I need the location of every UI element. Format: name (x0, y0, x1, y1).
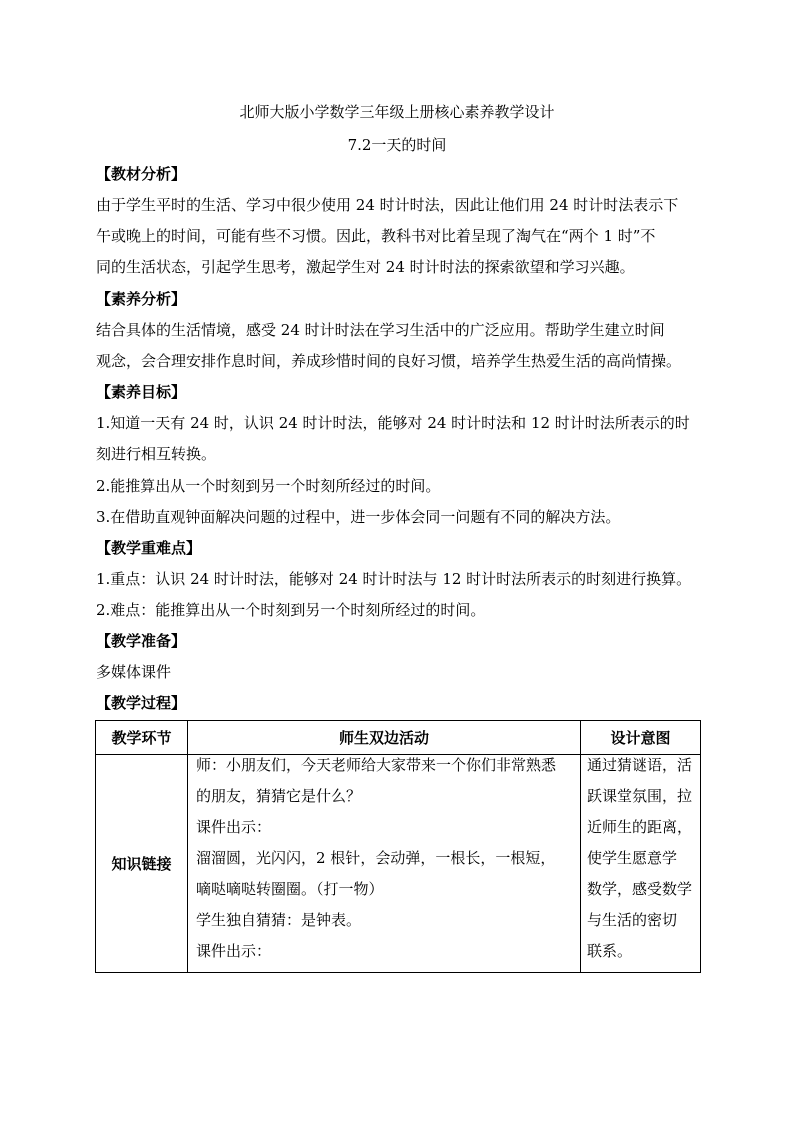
section-heading-textbook-analysis: 【教材分析】 (96, 165, 187, 183)
table-row (96, 755, 701, 973)
intent-line: 与生活的密切 (587, 911, 678, 929)
table-header-row (96, 721, 701, 755)
section-heading-literacy-analysis: 【素养分析】 (96, 290, 187, 308)
stage-cell: 知识链接 (96, 755, 188, 973)
paragraph-line: 由于学生平时的生活、学习中很少使用 24 时计时法，因此让他们用 24 时计时法表示下 (96, 196, 679, 214)
intent-line: 近师生的距离， (587, 818, 693, 836)
paragraph-line: 1.重点：认识 24 时计时法，能够对 24 时计时法与 12 时计时法所表示的时刻进行换算。 (96, 570, 692, 588)
activity-line: 嘀哒嘀哒转圈圈。（打一物） (196, 880, 384, 898)
paragraph-line: 多媒体课件 (96, 663, 172, 681)
intent-line: 使学生愿意学 (587, 849, 678, 867)
header-activity: 师生双边活动 (188, 721, 581, 755)
paragraph-line: 同的生活状态，引起学生思考，激起学生对 24 时计时法的探索欲望和学习兴趣。 (96, 258, 635, 276)
section-heading-key-points: 【教学重难点】 (96, 539, 202, 557)
paragraph-line: 3.在借助直观钟面解决问题的过程中，进一步体会同一问题有不同的解决方法。 (96, 508, 621, 526)
intent-line: 联系。 (587, 942, 633, 960)
intent-cell (581, 755, 701, 973)
section-heading-preparation: 【教学准备】 (96, 632, 187, 650)
activity-line: 课件出示： (196, 818, 272, 836)
activity-line: 的朋友，猜猜它是什么？ (196, 787, 362, 805)
paragraph-line: 观念，会合理安排作息时间，养成珍惜时间的良好习惯，培养学生热爱生活的高尚情操。 (96, 352, 682, 370)
document-title: 北师大版小学数学三年级上册核心素养教学设计 (239, 103, 555, 121)
paragraph-line: 刻进行相互转换。 (96, 445, 217, 463)
document-subtitle: 7.2一天的时间 (347, 136, 447, 154)
activity-line: 学生独自猜猜：是钟表。 (196, 911, 362, 929)
intent-line: 数学，感受数学 (587, 880, 693, 898)
header-stage: 教学环节 (96, 721, 188, 755)
activity-line: 溜溜圆，光闪闪，2 根针，会动弹，一根长，一根短， (196, 849, 556, 867)
section-heading-literacy-goals: 【素养目标】 (96, 383, 187, 401)
activity-cell (188, 755, 581, 973)
intent-line: 通过猜谜语，活 (587, 756, 693, 774)
paragraph-line: 1.知道一天有 24 时，认识 24 时计时法，能够对 24 时计时法和 12 时计时法所表示的时 (96, 414, 690, 432)
activity-line: 师：小朋友们，今天老师给大家带来一个你们非常熟悉 (196, 756, 557, 774)
activity-line: 课件出示： (196, 942, 272, 960)
intent-line: 跃课堂氛围，拉 (587, 787, 693, 805)
paragraph-line: 2.能推算出从一个时刻到另一个时刻所经过的时间。 (96, 477, 441, 495)
header-intent: 设计意图 (581, 721, 701, 755)
paragraph-line: 结合具体的生活情境，感受 24 时计时法在学习生活中的广泛应用。帮助学生建立时间 (96, 321, 665, 339)
teaching-process-table (95, 720, 701, 973)
paragraph-line: 2.难点：能推算出从一个时刻到另一个时刻所经过的时间。 (96, 601, 486, 619)
section-heading-teaching-process: 【教学过程】 (96, 694, 187, 712)
paragraph-line: 午或晚上的时间，可能有些不习惯。因此，教科书对比着呈现了淘气在“两个 1 时”不 (96, 227, 656, 245)
